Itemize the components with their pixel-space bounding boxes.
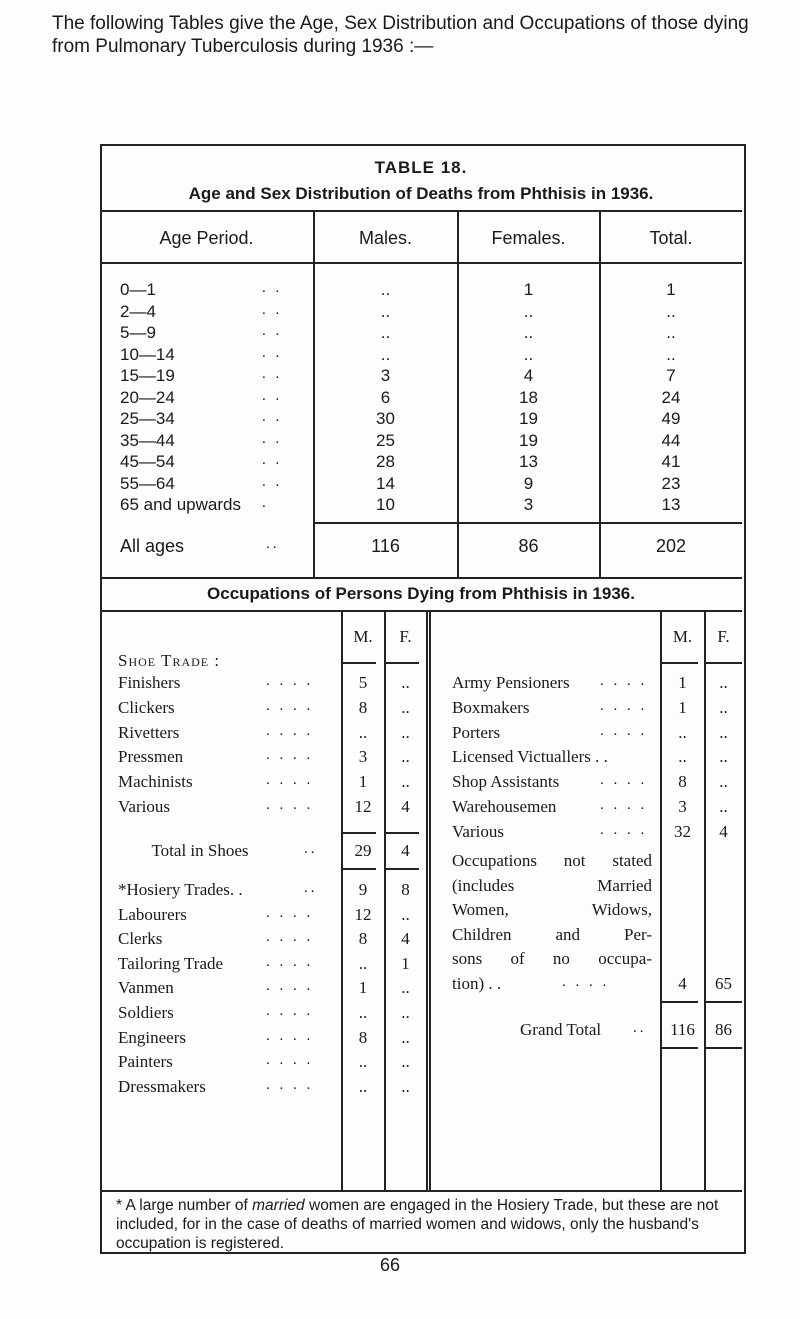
total-value: 24 [661,387,681,407]
grand-total-rule-top-f [706,1001,742,1003]
females-value: .. [523,301,534,321]
total-value: .. [666,323,676,342]
occupation-name: Dressmakers [118,1076,206,1096]
males-value: .. [380,344,391,364]
females-value: .. [523,344,534,364]
not-stated-f: 65 [715,974,732,993]
occupation-f: .. [719,747,728,767]
females-value: 19 [519,409,538,428]
occupation-leader-dots: . . . . [266,953,314,970]
total-shoes-rule-top-m [343,832,376,834]
occupation-leader-dots: . . . . [600,797,648,813]
occupation-m: 8 [358,697,368,717]
frame-bottom-border [100,1252,744,1254]
table18-header-females: Females. [491,228,566,248]
occupation-f: .. [401,697,410,717]
occupation-name: Finishers [118,673,181,692]
occupation-m: .. [358,953,368,973]
males-value: .. [380,280,391,299]
males-value: 25 [376,430,395,450]
females-value: 3 [523,495,534,514]
grand-total-m: 116 [670,1020,695,1039]
all-ages-females: 86 [518,536,539,556]
total-value: .. [666,344,676,364]
occupation-m: .. [358,722,368,742]
age-period: 10—14 [120,344,175,364]
occ-right-header-f: F. [717,627,730,646]
table18-total-rule-total [600,522,742,524]
occupation-m: 1 [678,673,687,692]
occ-middle-divider-2-lower [429,985,431,1190]
occupation-leader-dots: . . . . [600,772,648,789]
occupation-name: Clerks [118,929,163,949]
occupation-leader-dots: . . . . [266,904,314,921]
shoe-trade-heading: Shoe Trade : [118,651,221,670]
occ-left-header-rule-m [343,662,376,664]
not-stated-line: (includes Married [452,875,652,895]
occupation-name: Porters [452,722,501,742]
table18-header-age: Age Period. [159,228,254,248]
occupation-name: *Hosiery Trades. . [118,880,243,899]
not-stated-line: sons of no occupa- [452,949,652,969]
occupation-name: Shop Assistants [452,772,560,792]
occ-right-header-rule-f [706,662,742,664]
occ-middle-divider-1-lower [426,985,428,1190]
occupations-top-rule [100,610,742,612]
occupation-name: Painters [118,1052,173,1072]
occupation-f: .. [719,697,728,717]
occupation-f: .. [401,673,410,692]
occupation-f: .. [719,772,728,792]
occupation-leader-dots: . . . . [266,1052,314,1069]
occupation-leader-dots: . . . . [266,722,314,739]
occupation-leader-dots: . . . . [266,673,314,689]
total-shoes-rule-bottom-f [386,868,419,870]
all-ages-total: 202 [655,536,687,556]
occ-middle-divider-1 [426,611,428,985]
age-leader-dots: . . [262,366,283,382]
occupation-m: 12 [354,904,372,924]
occupation-name: Various [452,821,504,841]
occupation-f: .. [401,1076,410,1096]
occupation-m: 12 [354,797,372,816]
table18-title: TABLE 18. [374,158,468,177]
total-shoes-label: Total in Shoes [151,841,249,860]
not-stated-m: 4 [678,974,687,993]
age-leader-dots: . . [262,323,283,339]
not-stated-line: Women, Widows, [452,900,652,920]
total-shoes-rule-bottom-m [343,868,376,870]
footnote-top-rule [100,1190,742,1192]
occupation-name: Rivetters [118,722,180,742]
age-period: 0—1 [120,280,156,299]
males-value: .. [380,301,391,321]
age-period: 25—34 [120,409,175,428]
total-value: 44 [661,430,681,450]
occ-left-f-divider-lower [384,985,386,1190]
occ-right-f-divider-lower [704,985,706,1190]
occupation-f: .. [401,1027,410,1047]
total-shoes-f: 4 [401,841,410,860]
occ-right-header-m: M. [672,627,693,646]
total-shoes-rule-top-f [386,832,419,834]
females-value: .. [523,323,534,342]
occupation-f: .. [719,673,728,692]
occupation-m: .. [358,1003,368,1022]
not-stated-line: tion) . . [452,974,502,993]
total-value: 41 [661,452,681,471]
occupation-leader-dots: . . . . [266,978,314,995]
occupation-name: Warehousemen [452,797,557,816]
table18-total-rule-males [314,522,457,524]
males-value: 28 [376,452,395,471]
age-leader-dots: . [262,495,269,511]
occupation-leader-dots: . . . . [266,1027,314,1044]
occupation-f: .. [401,722,410,742]
occupation-f: .. [719,722,728,742]
grand-total-rule-bottom-f [706,1047,742,1049]
occupation-m: 5 [358,673,368,692]
occupation-m: 3 [678,797,687,816]
footnote-emphasis: married [252,1197,305,1214]
age-leader-dots: . . [262,452,283,468]
age-leader-dots: . . [262,387,283,404]
occupation-name: Labourers [118,904,187,924]
occupation-m: 8 [358,1027,368,1047]
occ-left-m-divider-lower [341,985,343,1190]
females-value: 13 [519,452,538,471]
table18-subtitle: Age and Sex Distribution of Deaths from Phthisis in 1936. [188,184,654,203]
occupation-f: .. [401,1052,410,1072]
males-value: .. [380,323,391,342]
page-number: 66 [380,1255,401,1275]
all-ages-leader: .. [266,536,280,552]
occupation-f: .. [401,747,410,767]
occupation-name: Boxmakers [452,697,530,717]
age-period: 5—9 [120,323,156,342]
occupation-leader-dots: . . . . [600,722,648,739]
occupation-name: Engineers [118,1027,186,1047]
occupation-leader-dots: . . . . [266,929,314,946]
occupation-m: 8 [678,772,687,792]
age-leader-dots: . . [262,473,283,490]
age-leader-dots: . . [262,280,283,296]
occupation-leader-dots: . . . . [266,1076,314,1093]
occ-left-header-f: F. [399,627,412,646]
frame-top-border [100,144,744,146]
total-value: 13 [661,495,681,514]
occupation-f: .. [401,772,410,792]
grand-total-rule-bottom-m [662,1047,698,1049]
table18-header-top-rule [100,210,742,212]
occupation-name: Soldiers [118,1003,174,1022]
occupation-f: 4 [401,929,410,949]
females-value: 4 [523,366,534,385]
age-leader-dots: . . [262,409,283,425]
occupation-f: .. [719,797,728,816]
not-stated-line: Occupations not stated [452,851,652,870]
occupation-leader-dots: . . . . [266,797,314,813]
table18-header-total: Total. [649,228,693,248]
occ-right-header-rule-m [662,662,698,664]
total-shoes-m: 29 [354,841,372,860]
occupation-leader-dots: .. [304,880,318,896]
table18-bottom-rule [100,577,742,579]
occupation-leader-dots: . . . . [562,974,610,990]
occupation-name: Vanmen [118,978,174,998]
occupation-f: 1 [401,953,410,973]
age-period: 35—44 [120,430,175,450]
occupations-title: Occupations of Persons Dying from Phthisis in 1936. [207,584,635,603]
occupation-leader-dots: . . . . [266,1003,314,1019]
occupation-name: Tailoring Trade [118,953,224,973]
occupation-name: Various [118,797,170,816]
occupation-m: 1 [358,772,368,792]
occupation-leader-dots: . . . . [266,697,314,714]
occ-left-header-rule-f [386,662,419,664]
age-period: 2—4 [120,301,156,321]
not-stated-line: Children and Per- [452,924,652,944]
occupation-name: Army Pensioners [452,673,570,692]
grand-total-f: 86 [715,1020,732,1039]
occupation-f: .. [401,1003,410,1022]
males-value: 30 [376,409,395,428]
occupation-m: 3 [358,747,368,767]
age-period: 55—64 [120,473,175,493]
age-leader-dots: . . [262,344,283,361]
occupation-m: 1 [678,697,687,717]
males-value: 3 [380,366,391,385]
occupation-f: 8 [401,880,410,899]
occupation-f: .. [401,978,410,998]
males-value: 6 [380,387,391,407]
females-value: 9 [523,473,534,493]
total-value: 7 [666,366,676,385]
intro-paragraph: The following Tables give the Age, Sex Distribution and Occupations of those dying from Pulmonary Tuberculosis during 1936 :— [52,13,749,57]
age-leader-dots: . . [262,430,283,447]
occupation-m: 8 [358,929,368,949]
occupation-name: Pressmen [118,747,184,767]
occupation-name: Licensed Victuallers . . [452,747,608,767]
total-value: 1 [666,280,676,299]
occupation-m: 9 [358,880,368,899]
occupation-leader-dots: . . . . [600,697,648,714]
occupation-leader-dots: . . . . [266,747,314,764]
occupation-leader-dots: . . . . [266,772,314,789]
total-value: 49 [661,409,681,428]
occ-left-header-m: M. [353,627,373,646]
occupation-m: .. [678,747,687,767]
grand-total-rule-top-m [662,1001,698,1003]
total-value: 23 [661,473,681,493]
all-ages-males: 116 [371,536,400,556]
age-period: 15—19 [120,366,175,385]
occupation-name: Clickers [118,697,175,717]
age-period: 45—54 [120,452,175,471]
occupation-m: 1 [358,978,368,998]
females-value: 18 [519,387,538,407]
total-value: .. [666,301,676,321]
occupation-leader-dots: . . . . [600,673,648,689]
occupation-m: .. [358,1052,368,1072]
table18-total-rule-females [458,522,599,524]
total-shoes-leader: .. [304,841,318,857]
table18-header-males: Males. [358,228,412,248]
footnote: * A large number of married women are engaged in the Hosiery Trade, but these are not included, for in the case of deaths of married women and widows, only the husband's occupation is registered. [116,1197,719,1252]
grand-total-label: Grand Total [520,1020,602,1039]
occupation-leader-dots: . . . . [600,821,648,838]
females-value: 1 [523,280,534,299]
occupation-name: Machinists [118,772,193,792]
females-value: 19 [519,430,538,450]
table18-header-bottom-rule [100,262,742,264]
occ-middle-divider-2 [429,611,431,985]
occupation-m: .. [358,1076,368,1096]
occupation-m: .. [678,722,687,742]
occupation-m: 32 [674,821,691,841]
grand-total-leader: .. [633,1020,647,1036]
occ-right-m-divider-lower [660,985,662,1190]
occupation-f: 4 [401,797,410,816]
age-period: 65 and upwards [120,495,241,514]
occupation-f: .. [401,904,410,924]
occupation-f: 4 [719,821,728,841]
age-period: 20—24 [120,387,175,407]
males-value: 14 [376,473,395,493]
age-leader-dots: . . [262,301,283,318]
all-ages-label: All ages [120,536,185,556]
males-value: 10 [376,495,395,514]
